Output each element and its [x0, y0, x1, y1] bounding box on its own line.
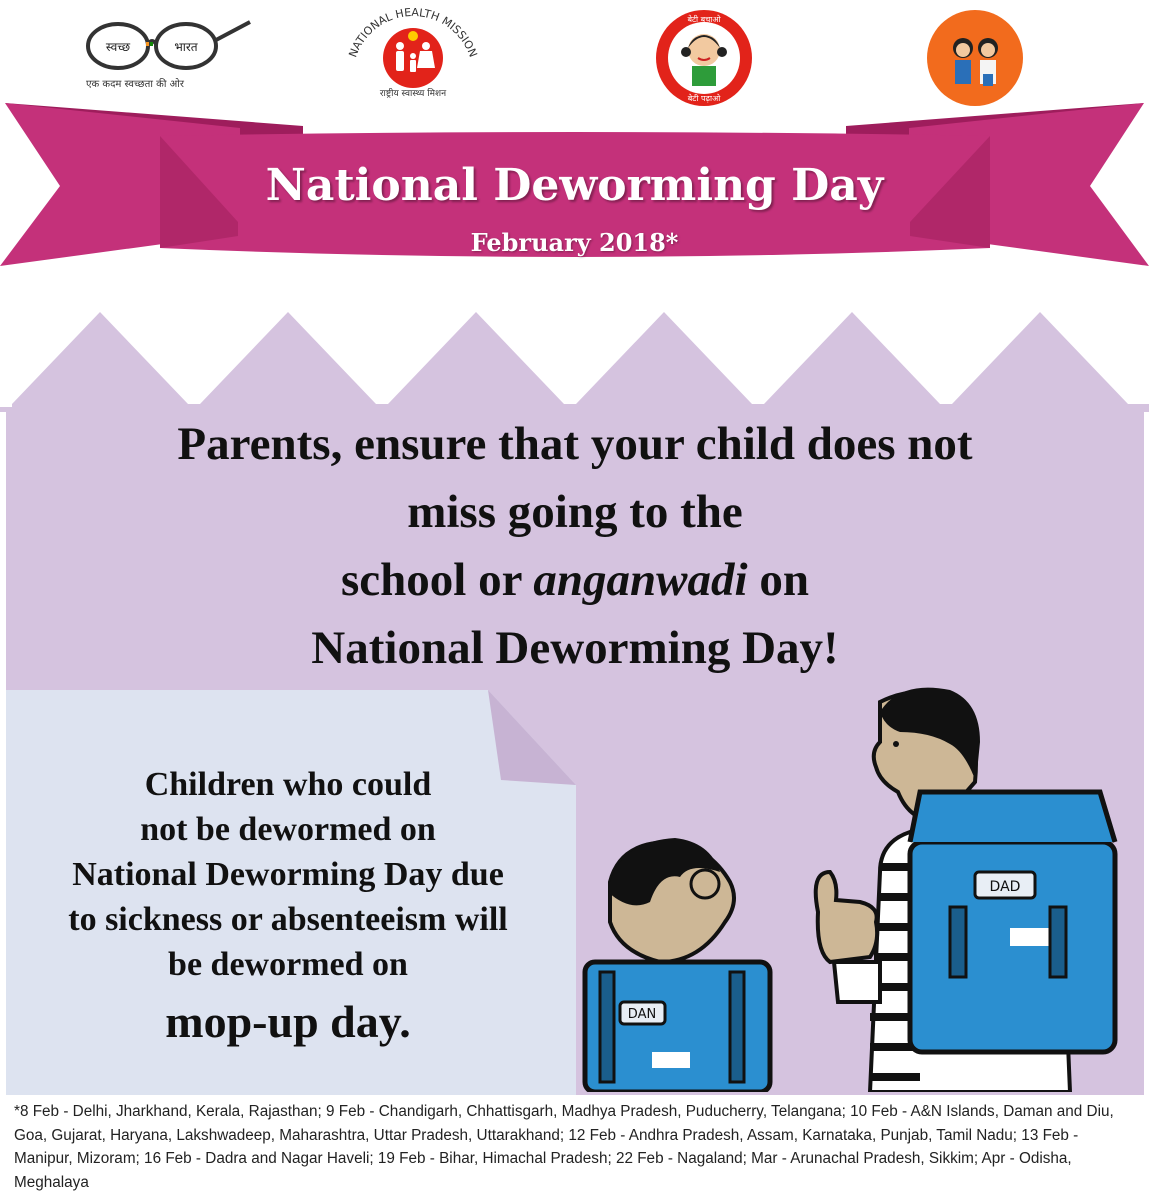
message-line-2: miss going to the — [407, 486, 743, 538]
mopup-line-3: National Deworming Day due — [72, 856, 504, 893]
triangle-border — [0, 312, 1149, 412]
nhm-logo — [338, 6, 488, 106]
mopup-line-4: to sickness or absenteeism will — [68, 901, 508, 938]
dan-bag-label: DAN — [627, 1007, 657, 1022]
swachh-bharat-logo — [80, 18, 260, 98]
beti-top-text: बेटी बचाओ — [687, 15, 721, 24]
father-son-illustration — [580, 672, 1140, 1092]
mopup-line-5: be dewormed on — [168, 946, 408, 983]
message-italic-word: anganwadi — [533, 554, 748, 606]
father-figure — [816, 688, 1115, 1092]
mopup-line-6: mop-up day. — [165, 996, 411, 1047]
swachh-right-text: भारत — [174, 40, 198, 54]
thumbs-up-icon — [816, 872, 877, 962]
message-line-3-pre: school or — [341, 554, 534, 606]
message-line-4: National Deworming Day! — [311, 622, 839, 674]
son-figure — [585, 838, 770, 1092]
swachh-tagline: एक कदम स्वच्छता की ओर — [86, 79, 184, 90]
school-children-logo — [925, 8, 1025, 108]
dan-backpack — [585, 962, 770, 1092]
glasses-icon — [80, 18, 260, 78]
beti-bottom-text: बेटी पढ़ाओ — [687, 94, 721, 103]
dad-backpack — [910, 792, 1115, 1052]
message-line-1: Parents, ensure that your child does not — [177, 418, 973, 470]
banner-title: National Deworming Day — [265, 160, 884, 211]
message-line-3-post: on — [747, 554, 809, 606]
swachh-left-text: स्वच्छ — [105, 40, 131, 54]
dad-bag-label: DAD — [989, 879, 1021, 895]
beti-bachao-logo — [654, 8, 754, 108]
schedule-footnote: *8 Feb - Delhi, Jharkhand, Kerala, Rajasthan; 9 Feb - Chandigarh, Chhattisgarh, Madhya Pradesh, Puducherry, Telangana; 10 Feb - A&N Islands, Daman and Diu, Goa, Gujarat, Haryana, Lakshwadeep, Maharashtra, Uttar Pradesh, Uttarakhand; 12 Feb - Andhra Pradesh, Assam, Karnataka, Punjab, Tamil Nadu; 13 Feb - Manipur, Mizoram; 16 Feb - Dadra and Nagar Haveli; 19 Feb - Bihar, Himachal Pradesh; 22 Feb - Nagaland; Mar - Arunachal Pradesh, Sikkim; Apr - Odisha, Meghalaya — [14, 1103, 1114, 1191]
mop-up-message — [18, 762, 558, 1057]
nhm-top-text: NATIONAL HEALTH MISSION — [346, 6, 480, 60]
message-line-3 — [30, 546, 1120, 614]
nhm-bottom-text: राष्ट्रीय स्वास्थ्य मिशन — [379, 89, 447, 99]
mopup-line-2: not be dewormed on — [140, 811, 436, 848]
banner-subtitle: February 2018* — [470, 228, 679, 257]
main-message — [30, 410, 1120, 682]
mopup-line-1: Children who could — [144, 766, 432, 803]
